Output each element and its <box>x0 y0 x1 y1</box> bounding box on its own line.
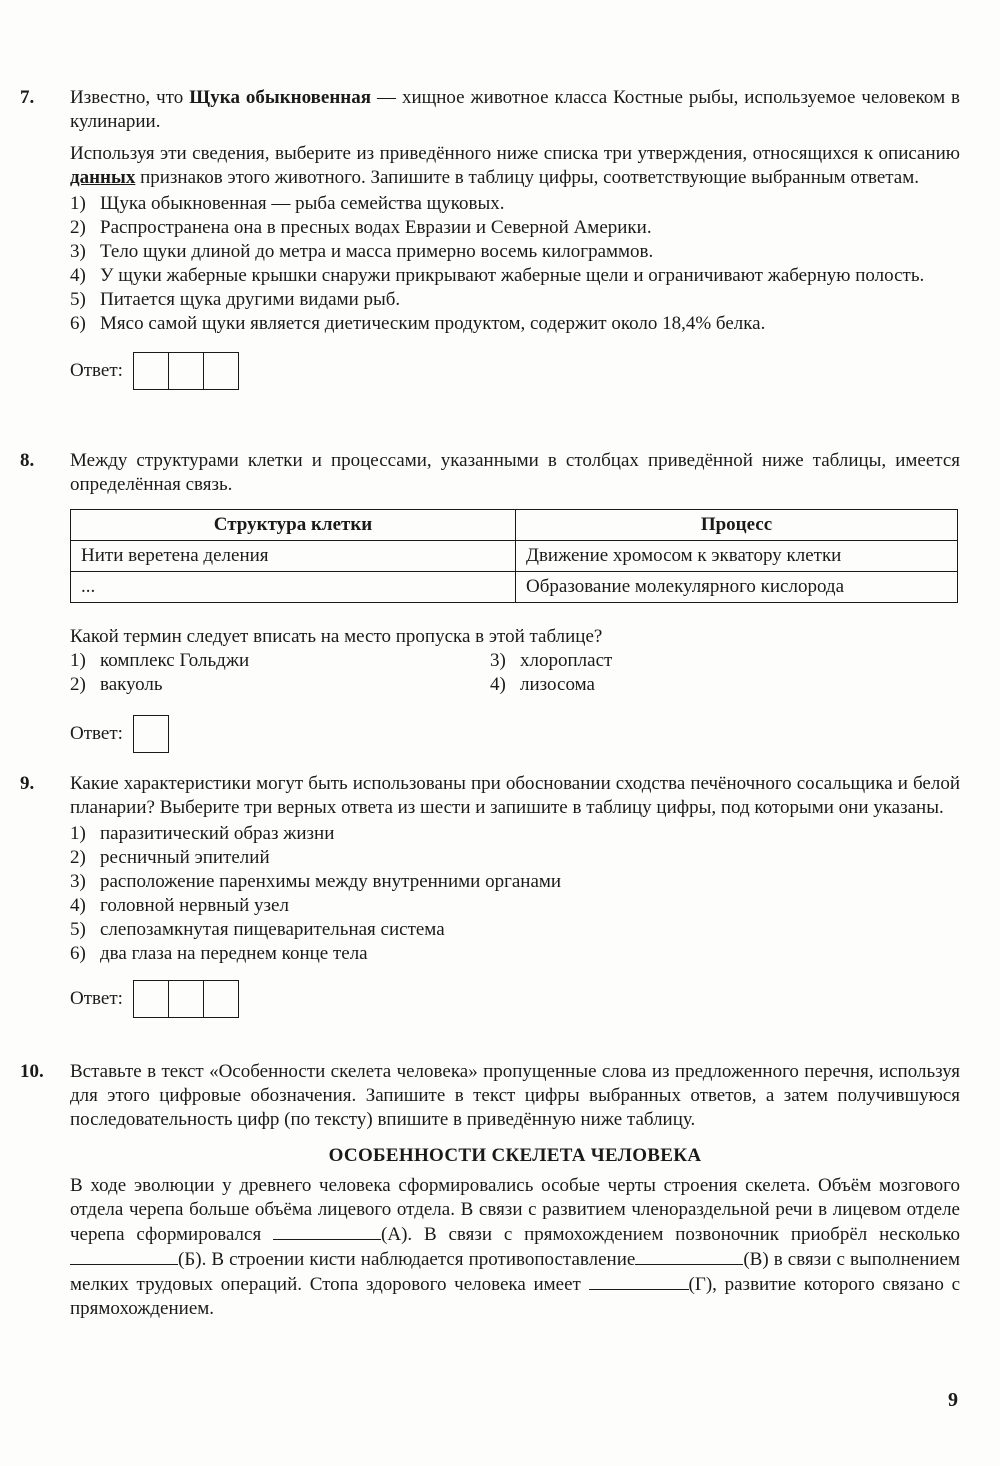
question-8 <box>20 449 960 753</box>
option-item: 5) Питается щука другими видами рыб. <box>70 289 401 310</box>
table-header: Процесс <box>516 510 958 541</box>
option-item: 5) слепозамкнутая пищеварительная система <box>70 919 445 940</box>
answer-row <box>70 352 960 390</box>
question-intro: Какие характеристики могут быть использованы при обосновании сходства печёночного сосальщика и белой планарии? Выберите три верных ответа из шести и запишите в таблицу цифры, под которыми они указаны. <box>70 773 960 818</box>
option-item: 6) два глаза на переднем конце тела <box>70 943 368 964</box>
answer-cell[interactable] <box>134 981 169 1017</box>
question-number: 10. <box>20 1061 44 1082</box>
option-item: 3) расположение паренхимы между внутренними органами <box>70 871 562 892</box>
answer-row <box>70 715 960 753</box>
question-7 <box>20 86 960 390</box>
text-heading: ОСОБЕННОСТИ СКЕЛЕТА ЧЕЛОВЕКА <box>328 1145 702 1166</box>
answer-cell[interactable] <box>204 981 238 1017</box>
option-item: 4) головной нервный узел <box>70 895 289 916</box>
question-intro: Известно, что Щука обыкновенная — хищное животное класса Костные рыбы, используемое человеком в кулинарии. <box>70 87 961 132</box>
question-number: 9. <box>20 773 35 794</box>
blank-a[interactable] <box>273 1222 381 1240</box>
blank-v[interactable] <box>635 1247 743 1265</box>
question-9 <box>20 772 960 1018</box>
species-name: Щука обыкновенная <box>189 87 372 108</box>
answer-cell[interactable] <box>169 981 204 1017</box>
table-header-row <box>71 510 958 541</box>
relation-table <box>70 509 958 603</box>
option-item: 1) комплекс Гольджи <box>70 650 250 671</box>
question-number: 7. <box>20 87 35 108</box>
option-item: 4) лизосома <box>490 674 595 695</box>
question-intro: Между структурами клетки и процессами, указанными в столбцах приведённой ниже таблицы, имеется определённая связь. <box>70 450 960 495</box>
option-item: 6) Мясо самой щуки является диетическим продуктом, содержит около 18,4% белка. <box>70 313 766 334</box>
option-item: 1) паразитический образ жизни <box>70 823 335 844</box>
table-header: Структура клетки <box>71 510 516 541</box>
blank-g[interactable] <box>589 1272 689 1290</box>
options-grid <box>70 649 960 697</box>
table-cell: ... <box>71 572 516 603</box>
option-item: 3) Тело щуки длиной до метра и масса примерно восемь килограммов. <box>70 241 654 262</box>
question-intro: Вставьте в текст «Особенности скелета человека» пропущенные слова из предложенного перечня, используя для этого цифровые обозначения. Запишите в текст цифры выбранных ответов, а затем получившуюся последовательность цифр (по тексту) впишите в приведённую ниже таблицу. <box>70 1061 960 1130</box>
answer-cell[interactable] <box>204 353 238 389</box>
answer-cell[interactable] <box>134 716 168 752</box>
answer-row <box>70 980 960 1018</box>
gap-text: В ходе эволюции у древнего человека сформировались особые черты строения скелета. Объём мозгового отдела черепа больше объёма лицевого отдела. В связи с развитием членораздельной речи в лицевом отделе черепа сформировался (А). В связи с прямохождением позвоночник приобрёл несколько (Б). В строении кисти наблюдается противопоставление (В) в связи с выполнением мелких трудовых операций. Стопа здорового человека имеет (Г), развитие которого связано с прямохождением. <box>70 1175 961 1319</box>
answer-cells <box>133 980 239 1018</box>
table-row <box>71 572 958 603</box>
answer-label: Ответ: <box>70 988 123 1009</box>
table-cell: Движение хромосом к экватору клетки <box>516 541 958 572</box>
table-cell: Образование молекулярного кислорода <box>516 572 958 603</box>
answer-cell[interactable] <box>134 353 169 389</box>
option-item: 4) У щуки жаберные крышки снаружи прикрывают жаберные щели и ограничивают жаберную полость. <box>70 265 925 286</box>
answer-label: Ответ: <box>70 360 123 381</box>
emphasis-word: данных <box>70 167 136 188</box>
question-10 <box>20 1060 960 1321</box>
option-item: 2) Распространена она в пресных водах Евразии и Северной Америки. <box>70 217 652 238</box>
option-item: 2) ресничный эпителий <box>70 847 270 868</box>
table-cell: Нити веретена деления <box>71 541 516 572</box>
question-task: Используя эти сведения, выберите из приведённого ниже списка три утверждения, относящихся к описанию данных признаков этого животного. Запишите в таблицу цифры, соответствующие выбранным ответам. <box>70 143 960 188</box>
page-number: 9 <box>948 1389 958 1411</box>
option-item: 3) хлоропласт <box>490 650 613 671</box>
table-row <box>71 541 958 572</box>
answer-cells <box>133 352 239 390</box>
options-list <box>70 822 960 966</box>
options-list <box>70 192 960 336</box>
answer-label: Ответ: <box>70 723 123 744</box>
option-item: 1) Щука обыкновенная — рыба семейства щуковых. <box>70 193 505 214</box>
question-text: Какой термин следует вписать на место пропуска в этой таблице? <box>70 626 603 647</box>
question-number: 8. <box>20 450 35 471</box>
answer-cell[interactable] <box>169 353 204 389</box>
blank-b[interactable] <box>70 1247 178 1265</box>
answer-cells <box>133 715 169 753</box>
option-item: 2) вакуоль <box>70 674 163 695</box>
